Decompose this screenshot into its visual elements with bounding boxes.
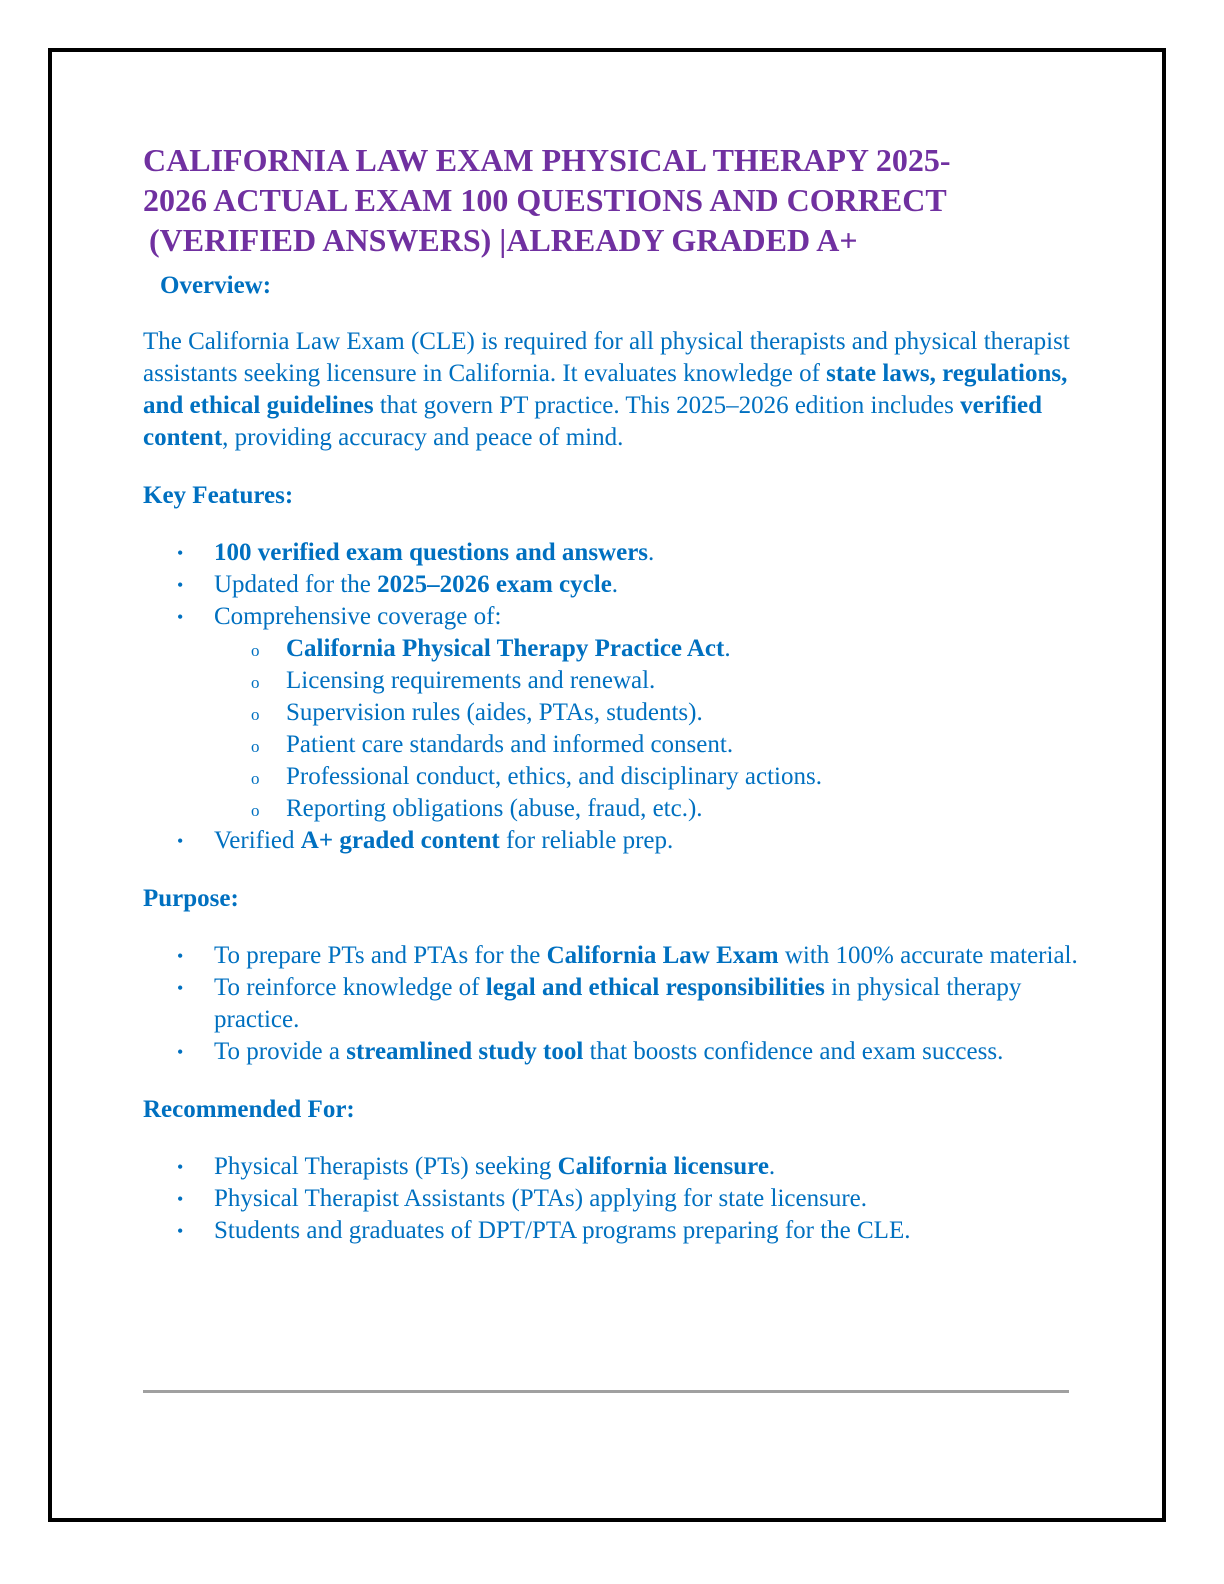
- item-text: Physical Therapist Assistants (PTAs) applying for state licensure.: [214, 1185, 867, 1212]
- list-item: [143, 1183, 1078, 1215]
- item-text: for reliable prep.: [499, 827, 674, 854]
- overview-paragraph: [143, 326, 1078, 454]
- item-text: Supervision rules (aides, PTAs, students).: [286, 699, 703, 726]
- key-features-list: [143, 537, 1078, 857]
- item-text: Students and graduates of DPT/PTA programs preparing for the CLE.: [214, 1217, 911, 1244]
- item-text: Comprehensive coverage of:: [214, 603, 502, 630]
- key-features-heading: Key Features:: [143, 482, 294, 509]
- purpose-list: [143, 940, 1078, 1068]
- item-text: To reinforce knowledge of: [214, 974, 486, 1001]
- list-item: [143, 825, 1078, 857]
- sublist-item: [143, 793, 1078, 825]
- title-line-1: CALIFORNIA LAW EXAM PHYSICAL THERAPY 2025-: [143, 142, 951, 178]
- sublist-item: [143, 665, 1078, 697]
- bullet-icon: •: [177, 1157, 184, 1177]
- overview-text-2: that govern PT practice. This 2025–2026 edition includes: [373, 392, 961, 419]
- coverage-sublist: [214, 633, 1078, 825]
- circle-bullet-icon: o: [251, 641, 260, 660]
- list-item: [143, 1151, 1078, 1183]
- item-bold: California Physical Therapy Practice Act: [286, 635, 725, 662]
- overview-bold-2: verified content: [143, 392, 1042, 451]
- horizontal-rule: [143, 1390, 1069, 1393]
- item-text: Verified: [214, 827, 301, 854]
- item-text: To prepare PTs and PTAs for the: [214, 942, 547, 969]
- item-text: .: [724, 635, 731, 662]
- item-text: that boosts confidence and exam success.: [583, 1038, 1004, 1065]
- document-content: [143, 140, 1078, 1247]
- bullet-icon: •: [177, 575, 184, 595]
- circle-bullet-icon: o: [251, 673, 260, 692]
- item-text: Licensing requirements and renewal.: [286, 667, 656, 694]
- sublist-item: [143, 697, 1078, 729]
- title-line-2: 2026 ACTUAL EXAM 100 QUESTIONS AND CORRECT: [143, 182, 947, 218]
- bullet-icon: •: [177, 1189, 184, 1209]
- circle-bullet-icon: o: [251, 801, 260, 820]
- item-text: Updated for the: [214, 571, 378, 598]
- recommended-list: [143, 1151, 1078, 1247]
- recommended-heading: Recommended For:: [143, 1096, 355, 1123]
- bullet-icon: •: [177, 978, 184, 998]
- list-item: [143, 601, 1078, 825]
- sublist-item: [143, 729, 1078, 761]
- list-item: [143, 1215, 1078, 1247]
- item-bold: A+ graded content: [300, 827, 500, 854]
- sublist-item: [143, 761, 1078, 793]
- circle-bullet-icon: o: [251, 705, 260, 724]
- list-item: [143, 569, 1078, 601]
- overview-heading: Overview:: [160, 272, 272, 299]
- bullet-icon: •: [177, 1042, 184, 1062]
- title-line-3: (VERIFIED ANSWERS) |ALREADY GRADED A+: [149, 222, 858, 258]
- overview-bold-1: state laws, regulations, and ethical guidelines: [143, 360, 1068, 419]
- bullet-icon: •: [177, 543, 184, 563]
- bullet-icon: •: [177, 1221, 184, 1241]
- item-bold: California Law Exam: [546, 942, 779, 969]
- item-text: Physical Therapists (PTs) seeking: [214, 1153, 558, 1180]
- item-text: .: [648, 539, 655, 566]
- item-text: To provide a: [214, 1038, 347, 1065]
- bullet-icon: •: [177, 607, 184, 627]
- item-bold: 2025–2026 exam cycle: [377, 571, 612, 598]
- overview-text-1: The California Law Exam (CLE) is required for all physical therapists and physical therapist assistants seeking licensure in California. It evaluates knowledge of: [143, 328, 1070, 387]
- item-text: in physical therapy practice.: [214, 974, 1022, 1033]
- item-bold: legal and ethical responsibilities: [485, 974, 825, 1001]
- item-bold: streamlined study tool: [346, 1038, 584, 1065]
- item-text: .: [768, 1153, 776, 1180]
- list-item: [143, 537, 1078, 569]
- overview-text-3: , providing accuracy and peace of mind.: [222, 424, 624, 451]
- item-bold: 100 verified exam questions and answers: [214, 539, 649, 566]
- item-text: Reporting obligations (abuse, fraud, etc.).: [286, 795, 703, 822]
- list-item: [143, 972, 1078, 1036]
- purpose-heading: Purpose:: [143, 885, 239, 912]
- item-text: Professional conduct, ethics, and disciplinary actions.: [286, 763, 822, 790]
- item-bold: California licensure: [557, 1153, 769, 1180]
- item-text: Patient care standards and informed consent.: [286, 731, 734, 758]
- list-item: [143, 1036, 1078, 1068]
- list-item: [143, 940, 1078, 972]
- bullet-icon: •: [177, 946, 184, 966]
- item-text: with 100% accurate material.: [778, 942, 1078, 969]
- circle-bullet-icon: o: [251, 769, 260, 788]
- bullet-icon: •: [177, 831, 184, 851]
- item-text: .: [611, 571, 619, 598]
- document-title: [143, 140, 1078, 260]
- sublist-item: [143, 633, 1078, 665]
- circle-bullet-icon: o: [251, 737, 260, 756]
